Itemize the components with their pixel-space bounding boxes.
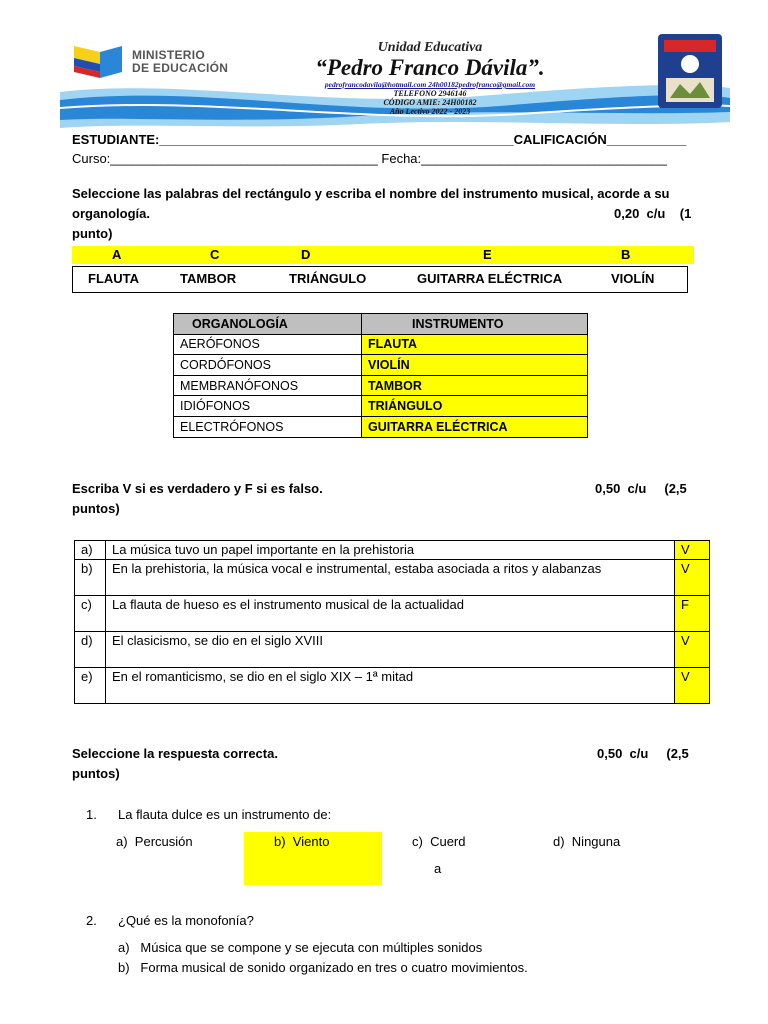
school-header: [260, 40, 600, 116]
section1-instruction: Seleccione las palabras del rectángulo y escriba el nombre del instrumento musical, acorde a su: [72, 186, 670, 201]
table-row: [75, 596, 710, 632]
student-name-field[interactable]: ESTUDIANTE:_________________________________________________CALIFICACIÓN___________: [72, 132, 687, 147]
option-text: Percusión: [134, 834, 193, 849]
word-tambor: TAMBOR: [180, 271, 237, 286]
item-statement: La música tuvo un papel importante en la prehistoria: [106, 541, 675, 560]
table-row: [75, 668, 710, 704]
ministry-name-line2: DE EDUCACIÓN: [132, 61, 229, 75]
item-statement: En el romanticismo, se dio en el siglo XIX – 1ª mitad: [106, 668, 675, 704]
letter-e: E: [483, 247, 492, 262]
school-crest-icon: [656, 32, 724, 110]
letter-d: D: [301, 247, 311, 262]
item-key: b): [75, 560, 106, 596]
table-row: [75, 632, 710, 668]
section3-score-cont: puntos): [72, 766, 120, 781]
section2-score-cont: puntos): [72, 501, 120, 516]
organologia-cell: MEMBRANÓFONOS: [174, 375, 362, 396]
organologia-cell: AERÓFONOS: [174, 334, 362, 355]
item-statement: El clasicismo, se dio en el siglo XVIII: [106, 632, 675, 668]
organologia-cell: CORDÓFONOS: [174, 355, 362, 376]
section3-instruction: Seleccione la respuesta correcta.: [72, 746, 278, 761]
organologia-cell: IDIÓFONOS: [174, 396, 362, 417]
true-false-table: [74, 540, 710, 704]
item-answer[interactable]: F: [675, 596, 710, 632]
item-answer[interactable]: V: [675, 632, 710, 668]
word-violin: VIOLÍN: [611, 271, 655, 286]
organologia-cell: ELECTRÓFONOS: [174, 416, 362, 437]
q1-option-d[interactable]: [553, 834, 620, 849]
instrumento-answer[interactable]: TRIÁNGULO: [362, 396, 588, 417]
header-instrumento: INSTRUMENTO: [362, 314, 588, 335]
section1-instruction-cont: organología.: [72, 206, 150, 221]
section2-score: 0,50 c/u (2,5: [595, 481, 687, 496]
option-text: Cuerd: [430, 834, 466, 849]
ministry-logo: [70, 40, 250, 90]
word-bank-box: [72, 266, 688, 293]
section1-score-cont: punto): [72, 226, 113, 241]
table-row: [75, 560, 710, 596]
q1-option-b[interactable]: [274, 834, 329, 849]
letter-c: C: [210, 247, 220, 262]
school-amie-code: CÓDIGO AMIE: 24H00182: [383, 98, 477, 107]
option-text: Música que se compone y se ejecuta con múltiples sonidos: [140, 940, 483, 955]
question2-number: 2.: [86, 913, 97, 928]
letter-a: A: [112, 247, 122, 262]
school-emails: pedrofrancodavila@hotmail.com 24h00182pedrofranco@gmail.com: [324, 80, 536, 89]
header-organologia: ORGANOLOGÍA: [174, 314, 362, 335]
table-row: [174, 355, 588, 376]
option-key: a): [118, 940, 130, 955]
question2-text: ¿Qué es la monofonía?: [118, 913, 254, 928]
question1-number: 1.: [86, 807, 97, 822]
instrumento-answer[interactable]: FLAUTA: [362, 334, 588, 355]
instrumento-answer[interactable]: VIOLÍN: [362, 355, 588, 376]
item-key: d): [75, 632, 106, 668]
word-guitarra-electrica: GUITARRA ELÉCTRICA: [417, 271, 563, 286]
item-answer[interactable]: V: [675, 541, 710, 560]
table-header-row: [174, 314, 588, 335]
section3-score: 0,50 c/u (2,5: [597, 746, 689, 761]
q2-option-a[interactable]: [118, 940, 482, 955]
table-row: [174, 334, 588, 355]
option-text: Viento: [292, 834, 330, 849]
item-statement: En la prehistoria, la música vocal e instrumental, estaba asociada a ritos y alabanzas: [106, 560, 675, 596]
item-key: c): [75, 596, 106, 632]
table-row: [174, 396, 588, 417]
item-answer[interactable]: V: [675, 560, 710, 596]
table-row: [174, 416, 588, 437]
option-key: b): [274, 834, 286, 849]
q1-option-c[interactable]: [412, 834, 466, 849]
word-triangulo: TRIÁNGULO: [289, 271, 367, 286]
letter-b: B: [621, 247, 631, 262]
option-key: d): [553, 834, 565, 849]
answer-letters-bar: [72, 246, 694, 264]
school-unit-label: Unidad Educativa: [377, 40, 483, 55]
option-text: Forma musical de sonido organizado en tres o cuatro movimientos.: [140, 960, 528, 975]
q1-option-c-cont: a: [434, 861, 442, 876]
item-answer[interactable]: V: [675, 668, 710, 704]
instrumento-answer[interactable]: GUITARRA ELÉCTRICA: [362, 416, 588, 437]
item-key: a): [75, 541, 106, 560]
item-statement: La flauta de hueso es el instrumento musical de la actualidad: [106, 596, 675, 632]
school-phone: TELEFONO 2946146: [393, 89, 467, 98]
school-year: Año Lectivo 2022 - 2023: [389, 107, 471, 116]
section1-score: 0,20 c/u (1: [614, 206, 692, 221]
course-date-field[interactable]: Curso:_____________________________________ Fecha:__________________________________: [72, 151, 667, 166]
table-row: [75, 541, 710, 560]
option-key: a): [116, 834, 128, 849]
organology-table: [173, 313, 588, 438]
option-text: Ninguna: [571, 834, 621, 849]
q1-option-a[interactable]: [116, 834, 193, 849]
section2-instruction: Escriba V si es verdadero y F si es falso.: [72, 481, 323, 496]
instrumento-answer[interactable]: TAMBOR: [362, 375, 588, 396]
option-key: c): [412, 834, 423, 849]
option-key: b): [118, 960, 130, 975]
school-name: “Pedro Franco Dávila”.: [315, 55, 545, 80]
table-row: [174, 375, 588, 396]
item-key: e): [75, 668, 106, 704]
ministry-name-line1: MINISTERIO: [132, 48, 206, 62]
word-flauta: FLAUTA: [88, 271, 140, 286]
question1-text: La flauta dulce es un instrumento de:: [118, 807, 332, 822]
ministry-flag-icon: [70, 42, 126, 82]
q2-option-b[interactable]: [118, 960, 528, 975]
